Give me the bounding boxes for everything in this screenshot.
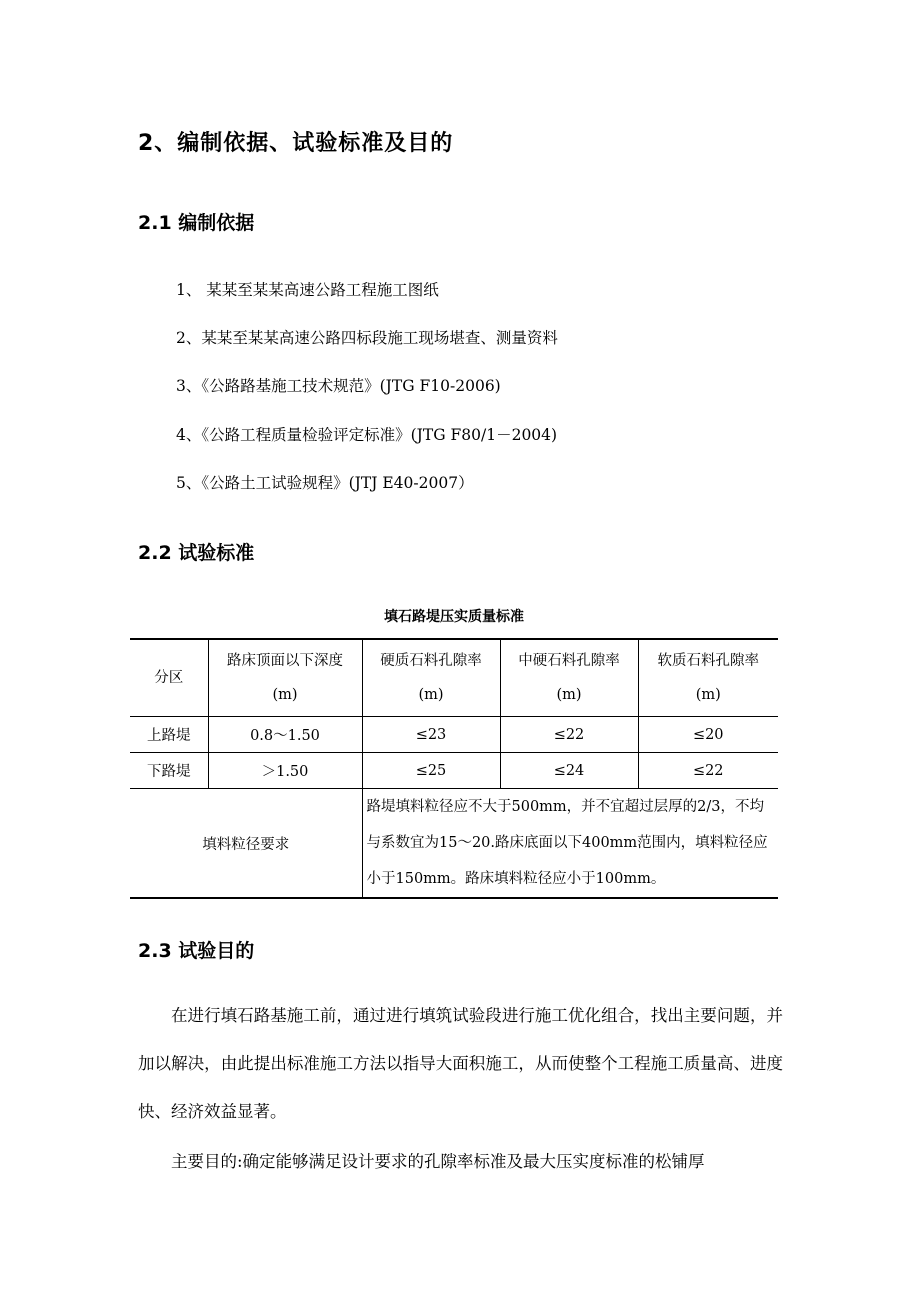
heading-2-3: 2.3 试验目的 <box>138 940 255 962</box>
cell-medium: ≤24 <box>500 753 638 789</box>
header-medium-label: 中硬石料孔隙率 <box>518 653 620 669</box>
header-hard-unit: (m) <box>418 687 444 703</box>
table-header-row <box>130 639 778 717</box>
cell-zone: 上路堤 <box>130 717 208 753</box>
basis-item-4: 4、《公路工程质量检验评定标准》(JTG F80/1－2004) <box>176 426 558 444</box>
cell-hard: ≤23 <box>362 717 500 753</box>
cell-soft: ≤22 <box>638 753 778 789</box>
cell-soft: ≤20 <box>638 717 778 753</box>
basis-item-2: 2、某某至某某高速公路四标段施工现场堪查、测量资料 <box>176 329 558 347</box>
header-depth <box>208 639 362 717</box>
header-depth-unit: (m) <box>272 687 298 703</box>
purpose-paragraph-2: 主要目的:确定能够满足设计要求的孔隙率标准及最大压实度标准的松铺厚 <box>171 1152 705 1171</box>
header-depth-label: 路床顶面以下深度 <box>227 653 343 669</box>
header-hard-rock <box>362 639 500 717</box>
section-title: 2、编制依据、试验标准及目的 <box>138 131 454 156</box>
header-soft-rock <box>638 639 778 717</box>
table-row <box>130 717 778 753</box>
basis-item-1: 1、 某某至某某高速公路工程施工图纸 <box>176 281 439 299</box>
heading-2-1: 2.1 编制依据 <box>138 212 255 234</box>
cell-depth: 0.8～1.50 <box>208 717 362 753</box>
compaction-standard-table <box>130 638 778 899</box>
table-row <box>130 753 778 789</box>
cell-medium: ≤22 <box>500 717 638 753</box>
purpose-paragraph-1: 在进行填石路基施工前，通过进行填筑试验段进行施工优化组合，找出主要问题，并加以解决，由此提出标准施工方法以指导大面积施工，从而使整个工程施工质量高、进度快、经济效益显著。 <box>138 1006 783 1121</box>
cell-zone: 下路堤 <box>130 753 208 789</box>
cell-depth: ＞1.50 <box>208 753 362 789</box>
basis-item-5: 5、《公路土工试验规程》(JTJ E40-2007） <box>176 474 474 492</box>
note-label: 填料粒径要求 <box>130 789 362 899</box>
header-medium-unit: (m) <box>556 687 582 703</box>
cell-hard: ≤25 <box>362 753 500 789</box>
header-medium-rock <box>500 639 638 717</box>
header-hard-label: 硬质石料孔隙率 <box>380 653 482 669</box>
header-soft-label: 软质石料孔隙率 <box>657 653 759 669</box>
basis-item-3: 3、《公路路基施工技术规范》(JTG F10-2006) <box>176 377 501 395</box>
header-zone: 分区 <box>130 639 208 717</box>
note-text: 路堤填料粒径应不大于500mm，并不宜超过层厚的2/3，不均与系数宜为15～20.路床底面以下400mm范围内，填料粒径应小于150mm。路床填料粒径应小于100mm。 <box>362 789 778 899</box>
table-note-row <box>130 789 778 899</box>
heading-2-2: 2.2 试验标准 <box>138 542 255 564</box>
header-soft-unit: (m) <box>695 687 721 703</box>
table-caption: 填石路堤压实质量标准 <box>384 609 524 625</box>
